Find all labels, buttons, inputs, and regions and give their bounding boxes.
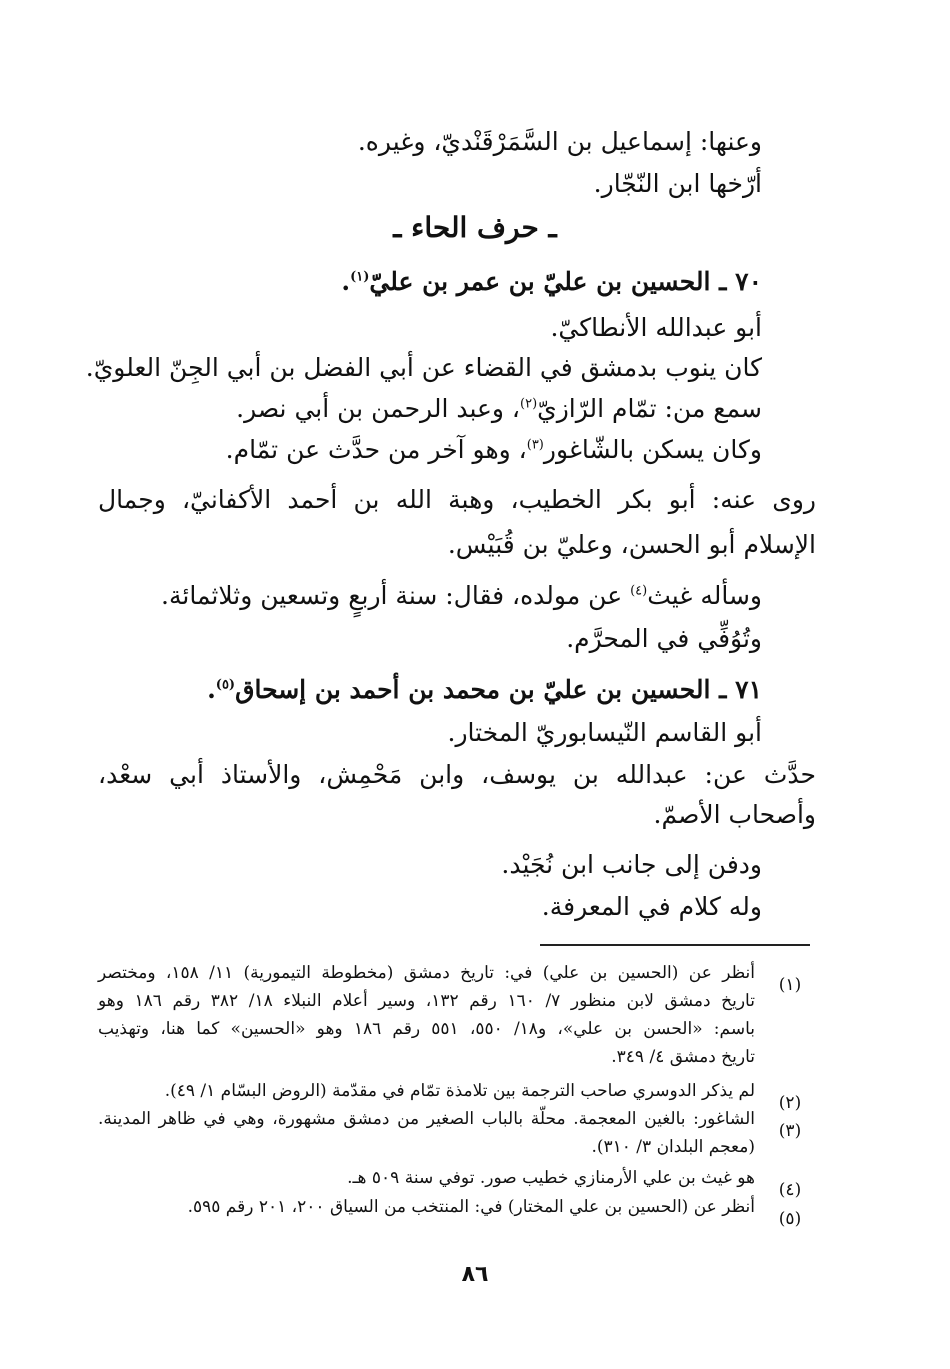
- footnote-number: (١): [778, 975, 802, 995]
- footnote-line: هو غيث بن علي الأرمنازي خطيب صور. توفي سنة ٥٠٩ هـ.: [347, 1168, 755, 1188]
- footnote-number: (٤): [778, 1180, 802, 1200]
- text-line: وله كلام في المعرفة.: [541, 892, 762, 921]
- page-number: ٨٦: [461, 1262, 489, 1287]
- text-line: حدَّث عن: عبدالله بن يوسف، وابن مَحْمِش، والأستاذ أبي سعْد،: [98, 760, 816, 789]
- footnote-number: (٥): [778, 1209, 802, 1229]
- text-line: وتُوُفِّي في المحرَّم.: [566, 624, 762, 653]
- text-line: روى عنه: أبو بكر الخطيب، وهبة الله بن أحمد الأكفانيّ، وجمال: [98, 485, 816, 514]
- text-line: أرّخها ابن النّجّار.: [593, 169, 762, 198]
- footnote-line: الشاغور: بالغين المعجمة. محلّة بالباب الصغير من دمشق مشهورة، وهي في ظاهر المدينة.: [98, 1109, 755, 1129]
- text-line: كان ينوب بدمشق في القضاء عن أبي الفضل بن أبي الجِنّ العلويّ.: [85, 353, 762, 382]
- text-line: ودفن إلى جانب ابن نُجَيْد.: [501, 850, 762, 879]
- footnote-ref: (٣): [526, 437, 544, 453]
- footnote-ref: (٥): [215, 677, 236, 693]
- entry-71-kunya: أبو القاسم النّيسابوريّ المختار.: [447, 718, 762, 747]
- entry-70-title: ٧٠ ـ الحسين بن عليّ بن عمر بن عليّ$^{(١)}$.: [341, 267, 762, 296]
- footnote-separator: [540, 944, 810, 946]
- footnote-line: تاريخ دمشق لابن منظور ٧/ ١٦٠ رقم ١٣٢، وسير أعلام النبلاء ١٨/ ٣٨٢ رقم ١٨٦ وهو: [98, 991, 755, 1011]
- text-line: وعنها: إسماعيل بن السَّمَرْقَنْديّ، وغيره.: [357, 127, 762, 156]
- entry-71-title: ٧١ ـ الحسين بن عليّ بن محمد بن أحمد بن إسحاق$^{(٥)}$.: [207, 675, 762, 704]
- text-line: سمع من: تمّام الرّازيّ$^{(٢)}$، وعبد الرحمن بن أبي نصر.: [236, 394, 762, 423]
- footnote-line: أنظر عن (الحسين بن علي المختار) في: المنتخب من السياق ٢٠٠، ٢٠١ رقم ٥٩٥.: [187, 1197, 755, 1217]
- footnote-number: (٣): [778, 1121, 802, 1141]
- footnote-line: تاريخ دمشق ٤/ ٣٤٩.: [611, 1047, 755, 1067]
- footnote-line: (معجم البلدان ٣/ ٣١٠).: [591, 1137, 755, 1157]
- footnote-line: أنظر عن (الحسين بن علي) في: تاريخ دمشق (مخطوطة التيمورية) ١١/ ١٥٨، ومختصر: [98, 963, 755, 983]
- footnote-ref: (١): [350, 269, 370, 285]
- footnote-line: باسم: «الحسن بن علي»، و١٨/ ٥٥٠، ٥٥١ رقم ١٨٦ وهو «الحسين» كما هنا، وتهذيب: [98, 1019, 755, 1039]
- entry-70-kunya: أبو عبدالله الأنطاكيّ.: [550, 313, 762, 342]
- section-heading: ـ حرف الحاء ـ: [393, 211, 557, 244]
- footnote-line: لم يذكر الدوسري صاحب الترجمة بين تلامذة تمّام في مقدّمة (الروض البسّام ١/ ٤٩).: [164, 1081, 755, 1101]
- text-line: الإسلام أبو الحسن، وعليّ بن قُبَيْس.: [447, 530, 816, 559]
- text-line: وسأله غيث$^{(٤)}$ عن مولده، فقال: سنة أربعٍ وتسعين وثلاثمائة.: [161, 581, 762, 610]
- footnote-ref: (٤): [630, 583, 648, 599]
- text-line: وكان يسكن بالشّاغور$^{(٣)}$، وهو آخر من حدَّث عن تمّام.: [225, 435, 762, 464]
- footnote-number: (٢): [778, 1093, 802, 1113]
- footnote-ref: (٢): [520, 396, 538, 412]
- text-line: وأصحاب الأصمّ.: [653, 800, 816, 829]
